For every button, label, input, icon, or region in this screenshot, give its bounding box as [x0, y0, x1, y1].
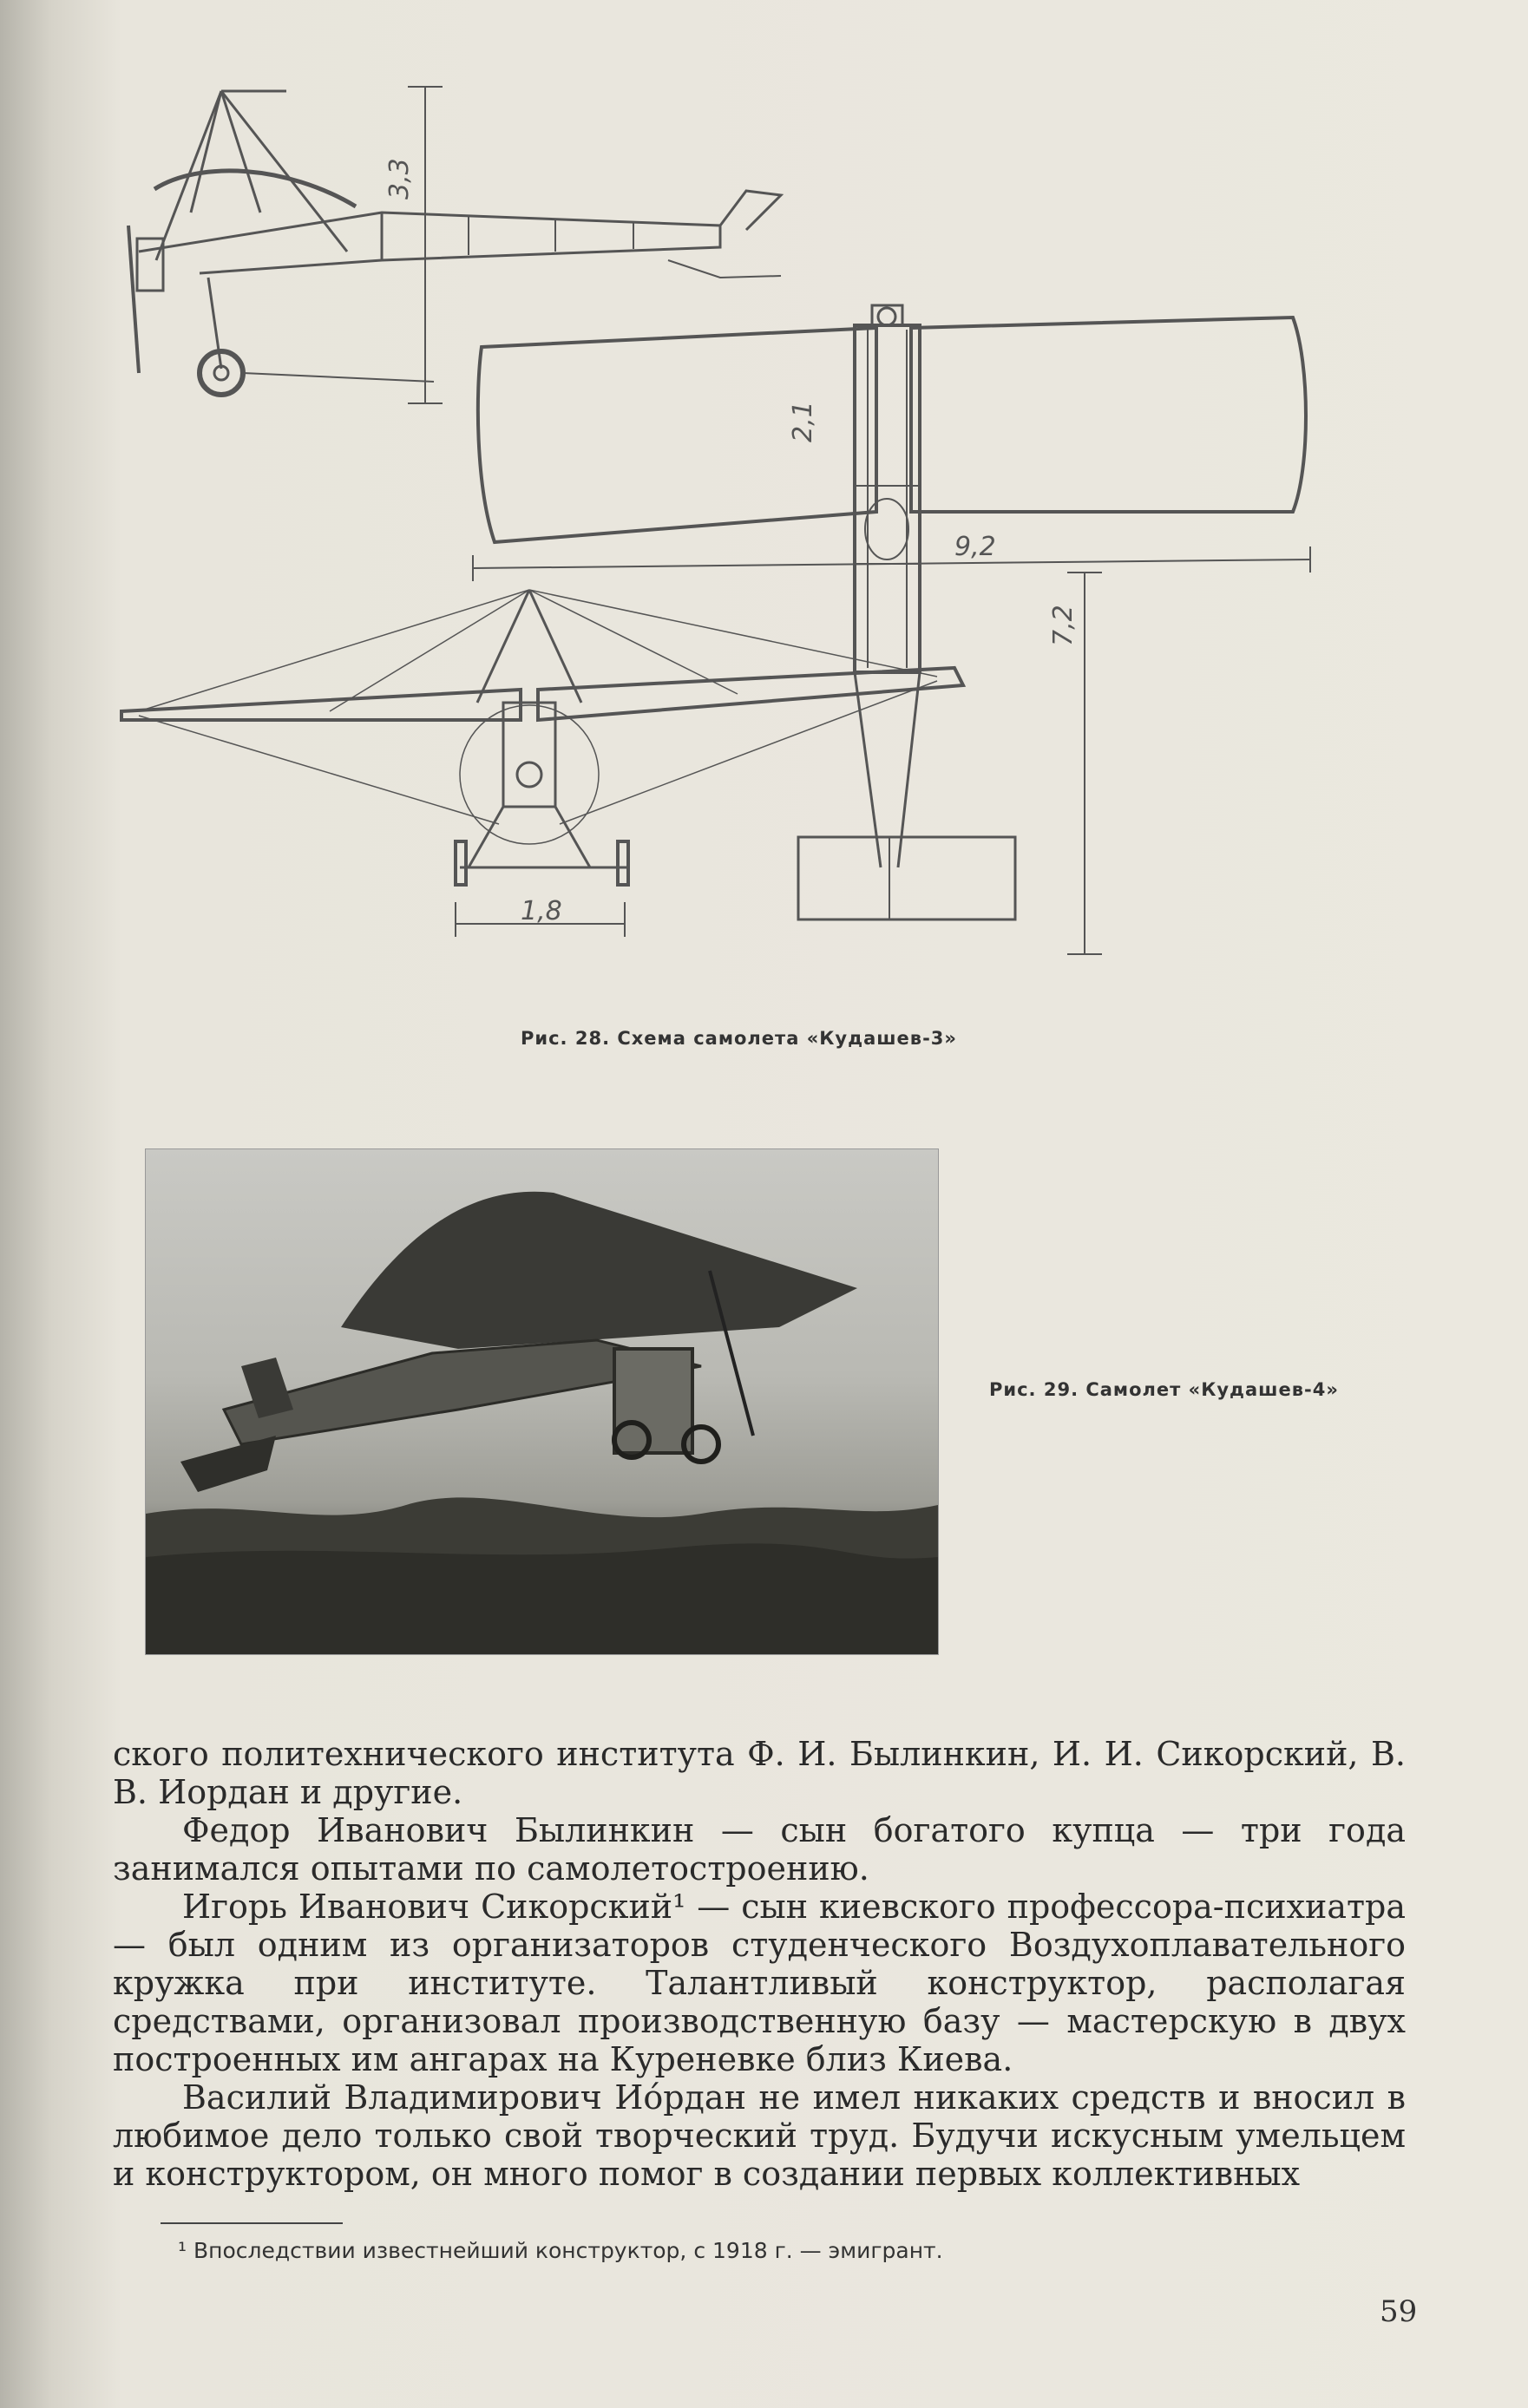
dimension-height-label: 3,3	[384, 158, 415, 200]
dimension-track-label: 1,8	[521, 896, 562, 926]
top-view	[473, 305, 1310, 954]
paragraph: ского политехнического института Ф. И. Былинкин, И. И. Сикорский, В. В. Иордан и другие.	[113, 1735, 1406, 1811]
body-text	[113, 1735, 1406, 2193]
footnote-divider	[161, 2222, 343, 2224]
figure-28-caption: Рис. 28. Схема самолета «Кудашев-3»	[521, 1028, 957, 1049]
dimension-span-label: 9,2	[954, 532, 996, 562]
paragraph: Игорь Иванович Сикорский¹ — сын киевского профессора-психиатра — был одним из организаторов студенческого Воздухоплавательного кружка при институте. Талантливый конструктор, располагая средствами, организовал производственную базу — мастерскую в двух построенных им ангарах на Куреневке близ Киева.	[113, 1888, 1406, 2078]
paragraph: Федор Иванович Былинкин — сын богатого купца — три года занимался опытами по самолетостроению.	[113, 1811, 1406, 1888]
page-number: 59	[1380, 2294, 1418, 2329]
footnote: ¹ Впоследствии известнейший конструктор, с 1918 г. — эмигрант.	[178, 2238, 943, 2263]
side-view	[128, 87, 781, 403]
aircraft-photo	[146, 1149, 938, 1654]
front-view	[121, 590, 963, 937]
figure-29-caption: Рис. 29. Самолет «Кудашев-4»	[989, 1379, 1339, 1400]
dimension-chord-label: 2,1	[788, 401, 818, 442]
dimension-length-label: 7,2	[1048, 605, 1079, 646]
aircraft-schematic-figure	[0, 0, 1528, 998]
paragraph: Василий Владимирович Иóрдан не имел никаких средств и вносил в любимое дело только свой творческий труд. Будучи искусным умельцем и конструктором, он много помог в создании первых коллективных	[113, 2078, 1406, 2193]
